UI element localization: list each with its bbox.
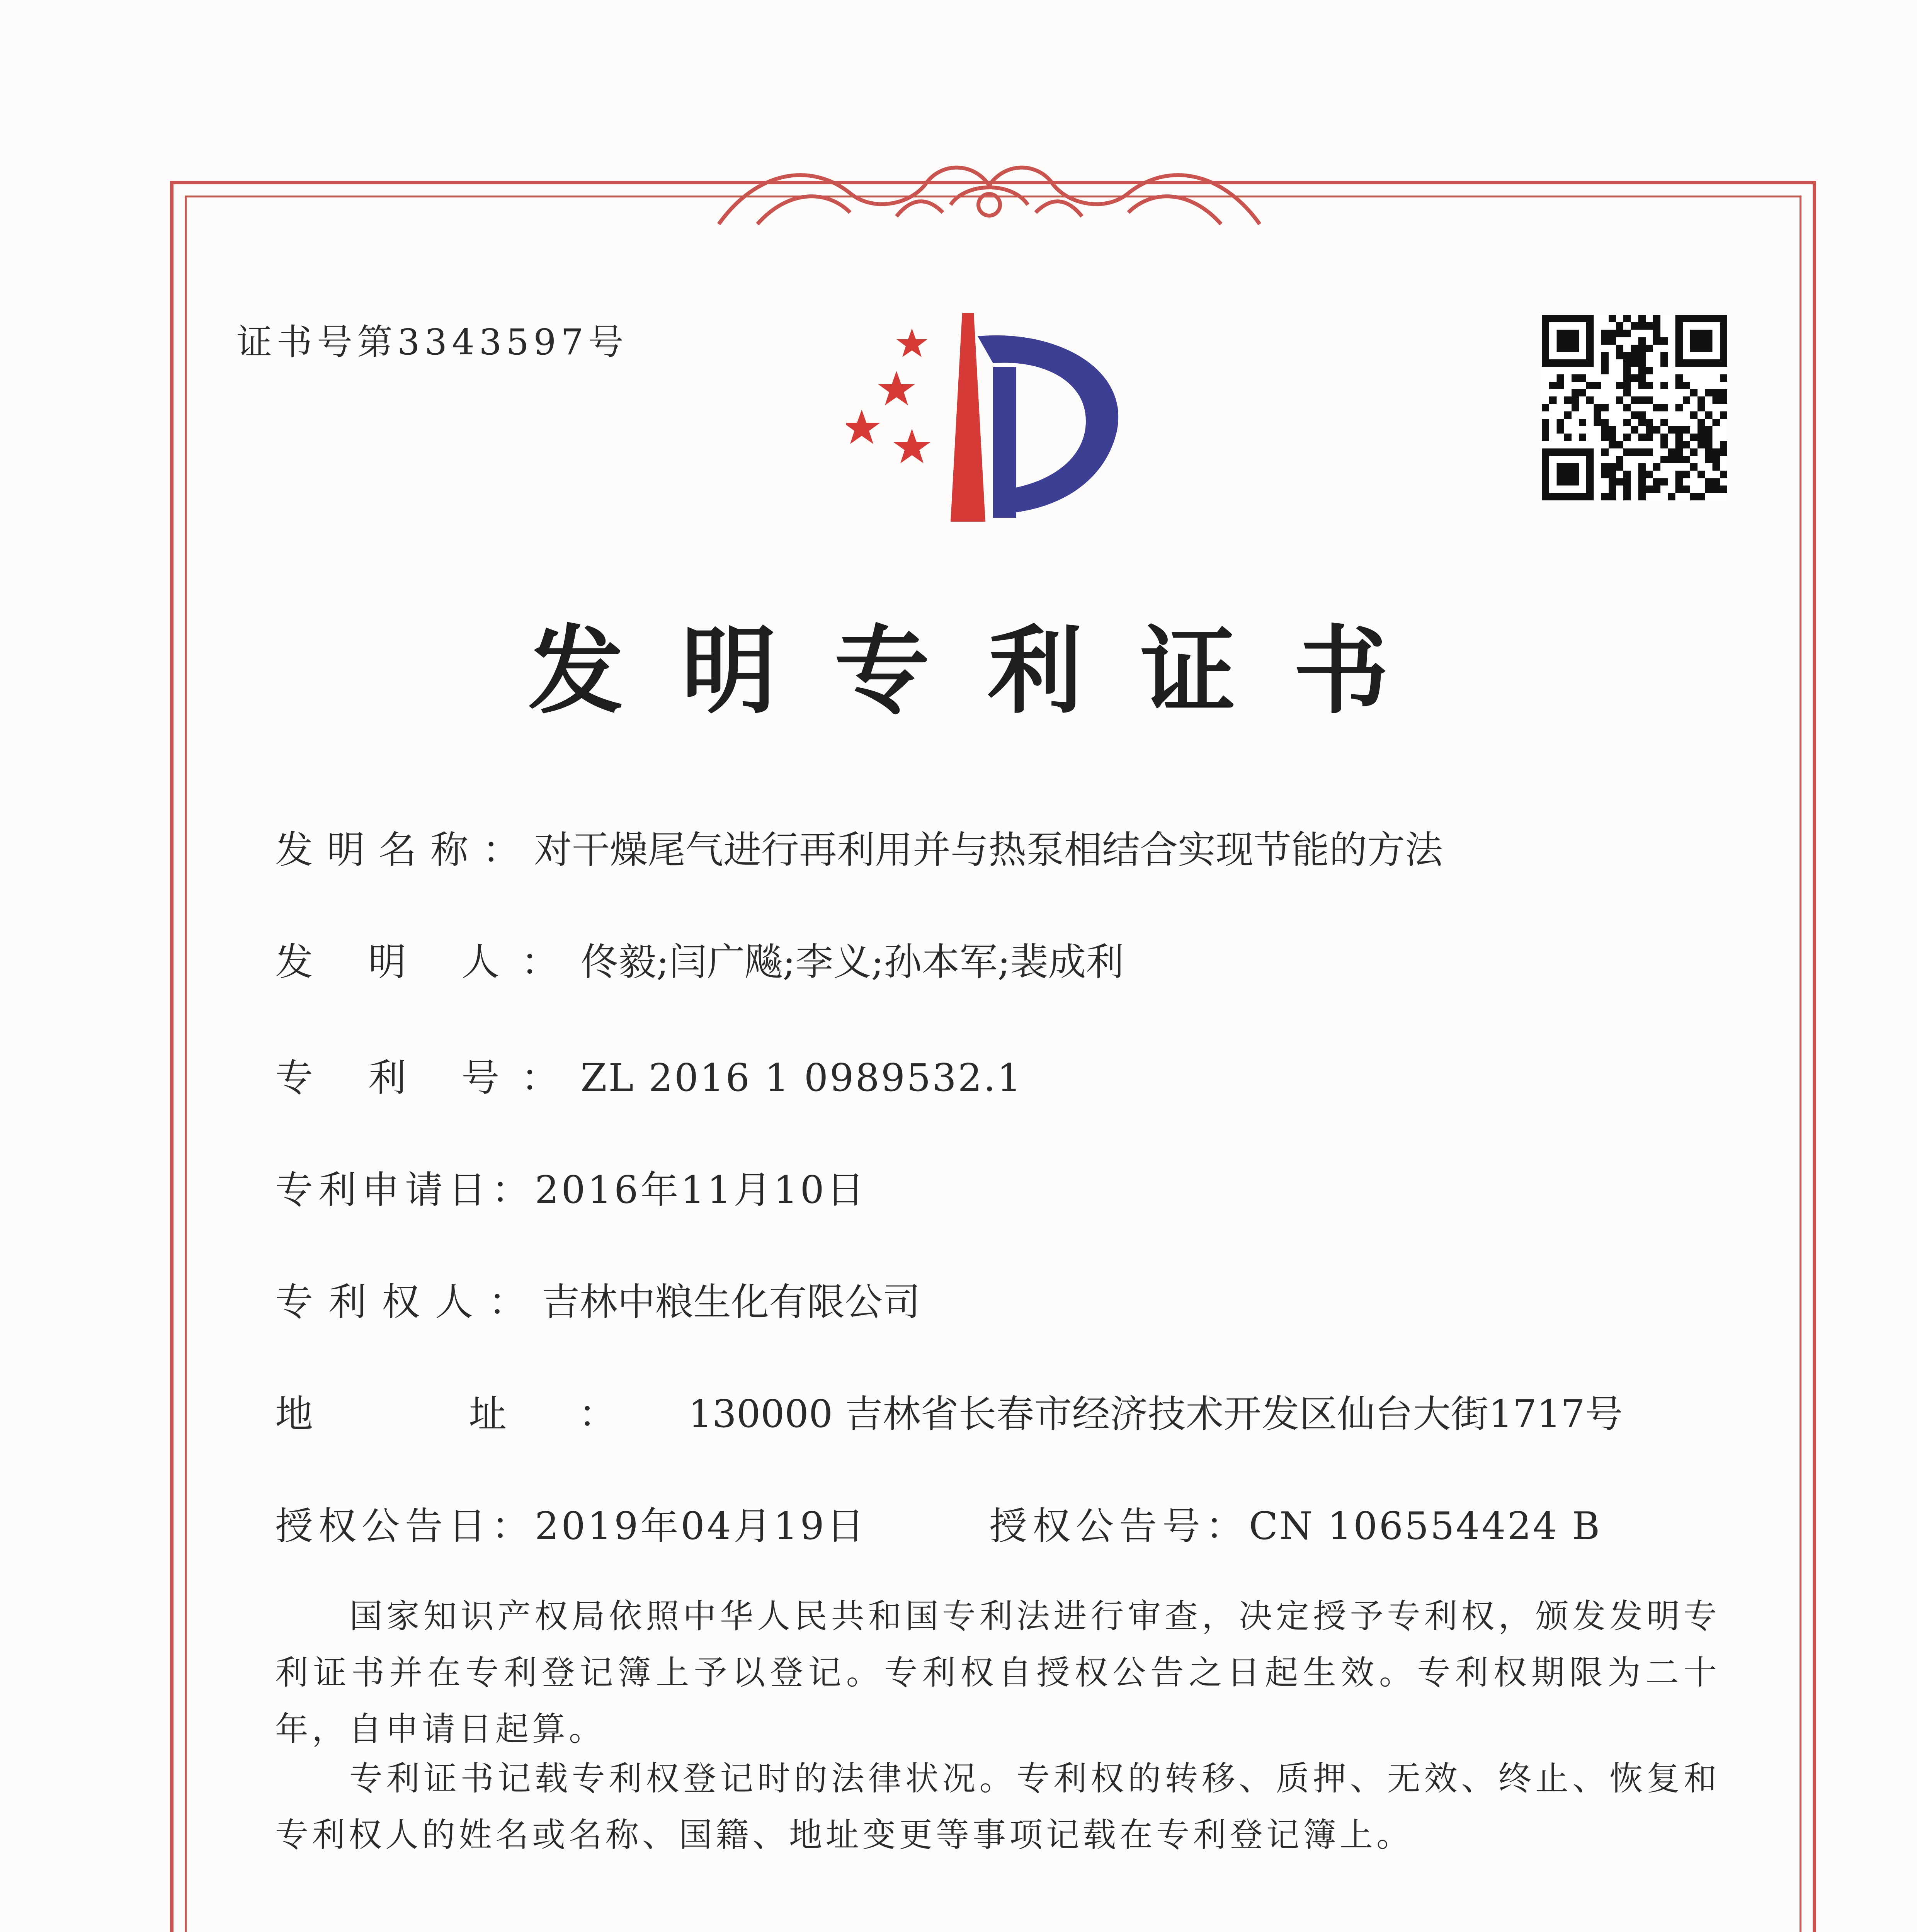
field-label: 地 址： (275, 1392, 689, 1436)
field-patentee (275, 1279, 920, 1325)
field-label: 专利权人： (275, 1280, 542, 1324)
field-label: 发 明 人： (275, 940, 581, 984)
field-inventors (275, 939, 1124, 985)
field-address (275, 1391, 1623, 1437)
field-grant-date (275, 1503, 867, 1549)
top-ornament (711, 147, 1267, 232)
field-value: 吉林中粮生化有限公司 (542, 1280, 921, 1324)
field-label: 专利申请日： (275, 1168, 535, 1212)
field-value: ZL 2016 1 0989532.1 (580, 1056, 1023, 1100)
certificate-number: 证书号第3343597号 (236, 321, 628, 363)
field-invention-name (275, 827, 1443, 873)
field-grant-number (989, 1503, 1601, 1549)
body-paragraph-2: 专利证书记载专利权登记时的法律状况。专利权的转移、质押、无效、终止、恢复和专利权人的姓名或名称、国籍、地址变更等事项记载在专利登记簿上。 (275, 1759, 1720, 1854)
field-value: 对干燥尾气进行再利用并与热泵相结合实现节能的方法 (534, 828, 1443, 872)
field-value: CN 106554424 B (1249, 1504, 1602, 1548)
field-filing-date (275, 1167, 867, 1213)
body-paragraph-1: 国家知识产权局依照中华人民共和国专利法进行审查，决定授予专利权，颁发发明专利证书并在专利登记簿上予以登记。专利权自授权公告之日起生效。专利权期限为二十年，自申请日起算。 (275, 1597, 1720, 1748)
field-value: 130000 吉林省长春市经济技术开发区仙台大街1717号 (688, 1392, 1623, 1436)
field-label: 发明名称： (275, 828, 534, 872)
certificate-title: 发明专利证书 (528, 616, 1447, 727)
field-value: 佟毅;闫广飚;李义;孙本军;裴成利 (580, 940, 1124, 984)
field-label: 授权公告号： (989, 1504, 1249, 1548)
field-value: 2019年04月19日 (535, 1504, 867, 1548)
field-value: 2016年11月10日 (535, 1168, 867, 1212)
field-patent-number (275, 1055, 1023, 1101)
field-label: 授权公告日： (275, 1504, 535, 1548)
qr-code (1542, 315, 1727, 500)
field-label: 专 利 号： (275, 1056, 581, 1100)
patent-office-logo (846, 313, 1140, 537)
